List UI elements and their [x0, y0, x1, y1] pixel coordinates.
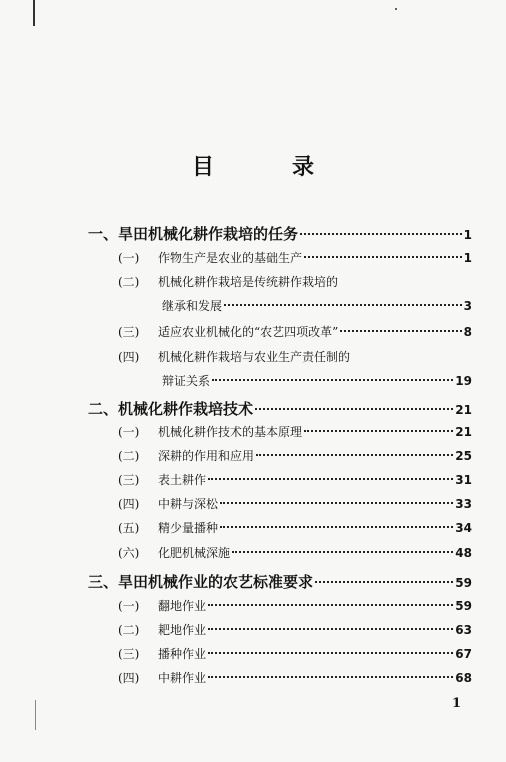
- toc-entry-label: [118, 447, 254, 464]
- toc-entry-title: 精少量播种: [158, 521, 219, 535]
- toc-entry-number: (三): [118, 473, 140, 487]
- toc-page-number: 21: [455, 425, 472, 439]
- toc-entry-number: 一、: [88, 225, 119, 243]
- dot-leader: [220, 514, 453, 528]
- toc-page-number: 1: [463, 251, 472, 265]
- toc-entry-number: 三、: [88, 573, 119, 591]
- toc-entry-label: [118, 323, 338, 340]
- toc-chapter[interactable]: [88, 222, 472, 244]
- dot-leader: [255, 393, 453, 410]
- toc-entry-title: 旱田机械化耕作栽培的任务: [118, 225, 299, 243]
- toc-entry[interactable]: [118, 494, 472, 512]
- scan-edge-mark: [33, 0, 35, 26]
- toc-entry-title: 机械化耕作栽培与农业生产责任制的: [158, 350, 351, 364]
- toc-entry-label: [88, 223, 298, 244]
- toc-entry-number: (三): [118, 647, 140, 661]
- toc-page-number: 8: [463, 325, 472, 339]
- toc-entry-title: 旱田机械作业的农艺标准要求: [118, 573, 314, 591]
- toc-entry-label: [162, 297, 222, 314]
- dot-leader: [208, 592, 453, 606]
- dot-leader: [212, 367, 453, 381]
- toc-entry-label: [118, 249, 302, 266]
- toc-page-number: 3: [463, 299, 472, 313]
- scan-dust-mark: [395, 8, 397, 10]
- toc-entry-title: 适应农业机械化的“农艺四项改革”: [158, 325, 339, 339]
- toc-entry[interactable]: [118, 620, 472, 638]
- toc-entry-label: [162, 372, 210, 389]
- toc-entry-label: [118, 621, 206, 638]
- dot-leader: [208, 466, 453, 480]
- dot-leader: [340, 318, 461, 332]
- toc-entry-title: 作物生产是农业的基础生产: [158, 251, 303, 265]
- toc-entry-number: (三): [118, 325, 140, 339]
- toc-entry-label: [118, 597, 206, 614]
- toc-entry-title: 机械化耕作技术的基本原理: [158, 425, 303, 439]
- toc-entry-number: (二): [118, 275, 140, 289]
- toc-entry-label: [118, 645, 206, 662]
- toc-page-number: 25: [455, 449, 472, 463]
- dot-leader: [220, 490, 453, 504]
- toc-entry-number: (一): [118, 599, 140, 613]
- toc-page-number: 31: [455, 473, 472, 487]
- toc-page-number: 63: [455, 623, 472, 637]
- toc-entry-label: [118, 544, 230, 561]
- toc-entry[interactable]: [118, 273, 338, 290]
- page-number: 1: [452, 696, 462, 711]
- toc-entry-number: (一): [118, 251, 140, 265]
- toc-entry-number: (四): [118, 497, 140, 511]
- toc-page-number: 59: [455, 576, 472, 590]
- toc-chapter[interactable]: [88, 397, 472, 419]
- toc-entry-number: 二、: [88, 400, 119, 418]
- toc-entry-title: 继承和发展: [162, 299, 223, 313]
- toc-entry-number: (二): [118, 449, 140, 463]
- toc-entry-label: [118, 519, 218, 536]
- toc-entry-label: [88, 571, 313, 592]
- toc-page-number: 34: [455, 521, 472, 535]
- toc-page-number: 21: [455, 403, 472, 417]
- toc-page-number: 48: [455, 546, 472, 560]
- toc-entry-title: 中耕作业: [158, 671, 207, 685]
- dot-leader: [208, 640, 453, 654]
- dot-leader: [232, 539, 453, 553]
- toc-entry[interactable]: [118, 644, 472, 662]
- toc-page-number: 33: [455, 497, 472, 511]
- toc-entry-title: 播种作业: [158, 647, 207, 661]
- toc-page-number: 68: [455, 671, 472, 685]
- toc-page-number: 1: [463, 228, 472, 242]
- toc-entry-number: (二): [118, 623, 140, 637]
- toc-entry-label: [118, 471, 206, 488]
- toc-entry-title: 中耕与深松: [158, 497, 219, 511]
- toc-entry[interactable]: [118, 518, 472, 536]
- toc-entry[interactable]: [118, 348, 350, 365]
- toc-entry-title: 机械化耕作栽培是传统耕作栽培的: [158, 275, 339, 289]
- toc-entry[interactable]: [118, 248, 472, 266]
- toc-entry[interactable]: [118, 446, 472, 464]
- toc-entry[interactable]: [118, 470, 472, 488]
- dot-leader: [256, 442, 453, 456]
- toc-entry[interactable]: [162, 296, 472, 314]
- dot-leader: [208, 616, 453, 630]
- dot-leader: [315, 566, 453, 583]
- toc-entry-title: 机械化耕作栽培技术: [118, 400, 254, 418]
- toc-entry-number: (五): [118, 521, 140, 535]
- toc-entry-label: [118, 495, 218, 512]
- dot-leader: [304, 244, 462, 258]
- toc-entry[interactable]: [118, 422, 472, 440]
- dot-leader: [224, 292, 462, 306]
- toc-entry-number: (四): [118, 671, 140, 685]
- toc-entry-title: 耙地作业: [158, 623, 207, 637]
- toc-entry-number: (一): [118, 425, 140, 439]
- toc-entry-label: [118, 423, 302, 440]
- toc-entry-title: 辩证关系: [162, 374, 211, 388]
- toc-entry[interactable]: [118, 543, 472, 561]
- toc-chapter[interactable]: [88, 570, 472, 592]
- dot-leader: [208, 664, 453, 678]
- toc-page-number: 59: [455, 599, 472, 613]
- dot-leader: [304, 418, 453, 432]
- toc-entry-label: [118, 669, 206, 686]
- toc-entry[interactable]: [118, 322, 472, 340]
- toc-entry-number: (四): [118, 350, 140, 364]
- toc-entry-number: (六): [118, 546, 140, 560]
- scan-edge-mark: [35, 700, 36, 730]
- page-title: 目 录: [191, 155, 342, 180]
- toc-page-number: 67: [455, 647, 472, 661]
- toc-entry[interactable]: [118, 668, 472, 686]
- dot-leader: [300, 218, 462, 235]
- toc-page-number: 19: [455, 374, 472, 388]
- toc-entry[interactable]: [118, 596, 472, 614]
- toc-entry-title: 深耕的作用和应用: [158, 449, 255, 463]
- toc-entry-title: 化肥机械深施: [158, 546, 231, 560]
- toc-entry[interactable]: [162, 371, 472, 389]
- toc-entry-title: 翻地作业: [158, 599, 207, 613]
- toc-entry-title: 表土耕作: [158, 473, 207, 487]
- toc-entry-label: [88, 398, 253, 419]
